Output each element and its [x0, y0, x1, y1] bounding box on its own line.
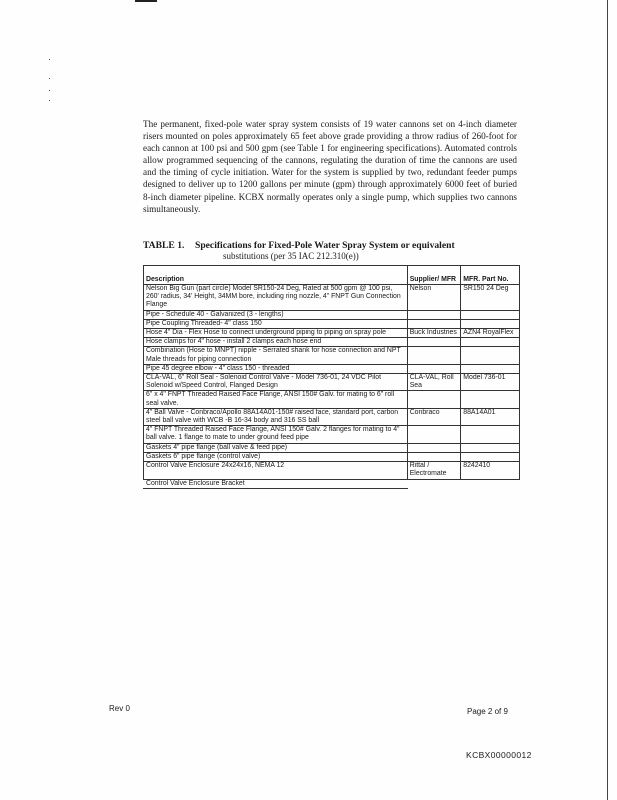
table-subtitle: substitutions (per 35 IAC 212.310(e)) — [223, 251, 359, 261]
row-supplier: Nelson — [407, 285, 461, 311]
row-supplier — [407, 443, 461, 452]
row-supplier — [407, 347, 461, 364]
row-part: SR150 24 Deg — [461, 285, 520, 311]
row-part: 88A14A01 — [461, 408, 520, 425]
row-description: Pipe Coupling Threaded- 4" class 150 — [144, 319, 408, 328]
row-supplier — [407, 319, 461, 328]
table-row — [144, 285, 520, 311]
row-description: Nelson Big Gun (part circle) Model SR150-24 Deg, Rated at 500 gpm @ 100 psi, 260' radius, 34' Height, 34MM bore, including ring nozzle, 4" FNPT Gun Connection Flange — [144, 285, 408, 311]
row-supplier — [407, 364, 461, 373]
row-part: 8242410 — [461, 462, 520, 480]
row-part — [461, 310, 520, 319]
table-row — [144, 452, 520, 461]
table-row — [144, 319, 520, 328]
row-supplier: CLA-VAL, Roll Sea — [407, 374, 461, 391]
row-description: Hose 4" Dia - Flex Hose to connect underground piping to piping on spray pole — [144, 329, 408, 338]
table-row — [144, 338, 520, 347]
row-part: AZN4 RoyalFlex — [461, 329, 520, 338]
row-supplier: Conbraco — [407, 408, 461, 425]
row-supplier — [407, 338, 461, 347]
body-paragraph: The permanent, fixed-pole water spray system consists of 19 water cannons set on 4-inch diameter risers mounted on poles approximately 65 feet above grade providing a throw radius of 260-foot for each cannon at 100 psi and 500 gpm (see Table 1 for engineering specifications). Automated controls allow programmed sequencing of the cannons, regulating the duration of time the cannons are used and the timing of cycle initiation. Water for the system is supplied by two, redundant feeder pumps designed to deliver up to 1200 gallons per minute (gpm) through approximately 6000 feet of buried 8-inch diameter pipeline. KCBX normally operates only a single pump, which supplies two cannons simultaneously. — [143, 119, 517, 214]
row-description: Control Valve Enclosure 24x24x16, NEMA 12 — [144, 462, 408, 480]
table-row — [144, 310, 520, 319]
scan-edge-line — [607, 0, 608, 800]
bates-number: KCBX00000012 — [466, 750, 532, 760]
table-row — [144, 364, 520, 373]
row-part — [461, 452, 520, 461]
row-description: CLA-VAL, 6" Roll Seal - Solenoid Control Valve - Model 736-01, 24 VDC Pilot Solenoid w/Speed Control, Flanged Design — [144, 374, 408, 391]
row-part — [461, 347, 520, 364]
table-row — [144, 443, 520, 452]
header-part: MFR. Part No. — [461, 266, 520, 285]
row-part — [461, 391, 520, 408]
row-description: Gaskets 4" pipe flange (ball valve & feed pipe) — [144, 443, 408, 452]
row-part — [461, 480, 520, 489]
table-row — [144, 426, 520, 443]
row-part — [461, 426, 520, 443]
table-row — [144, 374, 520, 391]
row-supplier — [407, 426, 461, 443]
row-description: 6" x 4" FNPT Threaded Raised Face Flange, ANSI 150# Galv. for mating to 6" roll seal valve. — [144, 391, 408, 408]
table-header-row — [144, 266, 520, 285]
table-row — [144, 480, 520, 489]
row-part — [461, 338, 520, 347]
row-description: Combination (Hose to MNPT) nipple - Serrated shank for hose connection and NPT Male threads for piping connection — [144, 347, 408, 364]
row-part — [461, 319, 520, 328]
row-supplier — [407, 480, 461, 489]
spec-table — [143, 265, 520, 489]
row-description: Hose clamps for 4" hose - install 2 clamps each hose end — [144, 338, 408, 347]
revision-label: Rev 0 — [109, 704, 130, 713]
row-supplier — [407, 391, 461, 408]
table-row — [144, 329, 520, 338]
scan-speck — [49, 100, 50, 101]
row-supplier — [407, 310, 461, 319]
row-description: Control Valve Enclosure Bracket — [144, 480, 408, 489]
table-number: TABLE 1. — [143, 240, 185, 251]
table-row — [144, 391, 520, 408]
table-row — [144, 347, 520, 364]
row-description: 4" FNPT Threaded Raised Face Flange, ANSI 150# Galv. 2 flanges for mating to 4" ball valve. 1 flange to mate to under ground feed pipe — [144, 426, 408, 443]
top-edge-mark — [135, 0, 157, 2]
row-supplier — [407, 452, 461, 461]
row-part — [461, 443, 520, 452]
table-row — [144, 462, 520, 480]
row-description: 4" Ball Valve - Conbraco/Apollo 88A14A01-150# raised face, standard port, carbon steel ball valve with WCB -B 16-34 body and 316 SS ball — [144, 408, 408, 425]
table-caption — [143, 240, 523, 262]
header-supplier: Supplier/ MFR — [407, 266, 461, 285]
page-number: Page 2 of 9 — [467, 707, 508, 716]
scan-speck — [49, 78, 50, 79]
row-supplier: Rittal / Electromate — [407, 462, 461, 480]
row-description: Pipe 45 degree elbow - 4" class 150 - threaded — [144, 364, 408, 373]
scan-speck — [49, 59, 50, 60]
scan-speck — [49, 90, 50, 91]
row-supplier: Buck Industries — [407, 329, 461, 338]
row-description: Pipe - Schedule 40 - Galvanized (3 - lengths) — [144, 310, 408, 319]
row-description: Gaskets 6" pipe flange (control valve) — [144, 452, 408, 461]
table-row — [144, 408, 520, 425]
header-description: Description — [144, 266, 408, 285]
row-part: Model 736-01 — [461, 374, 520, 391]
row-part — [461, 364, 520, 373]
table-title: Specifications for Fixed-Pole Water Spray System or equivalent — [195, 240, 455, 251]
